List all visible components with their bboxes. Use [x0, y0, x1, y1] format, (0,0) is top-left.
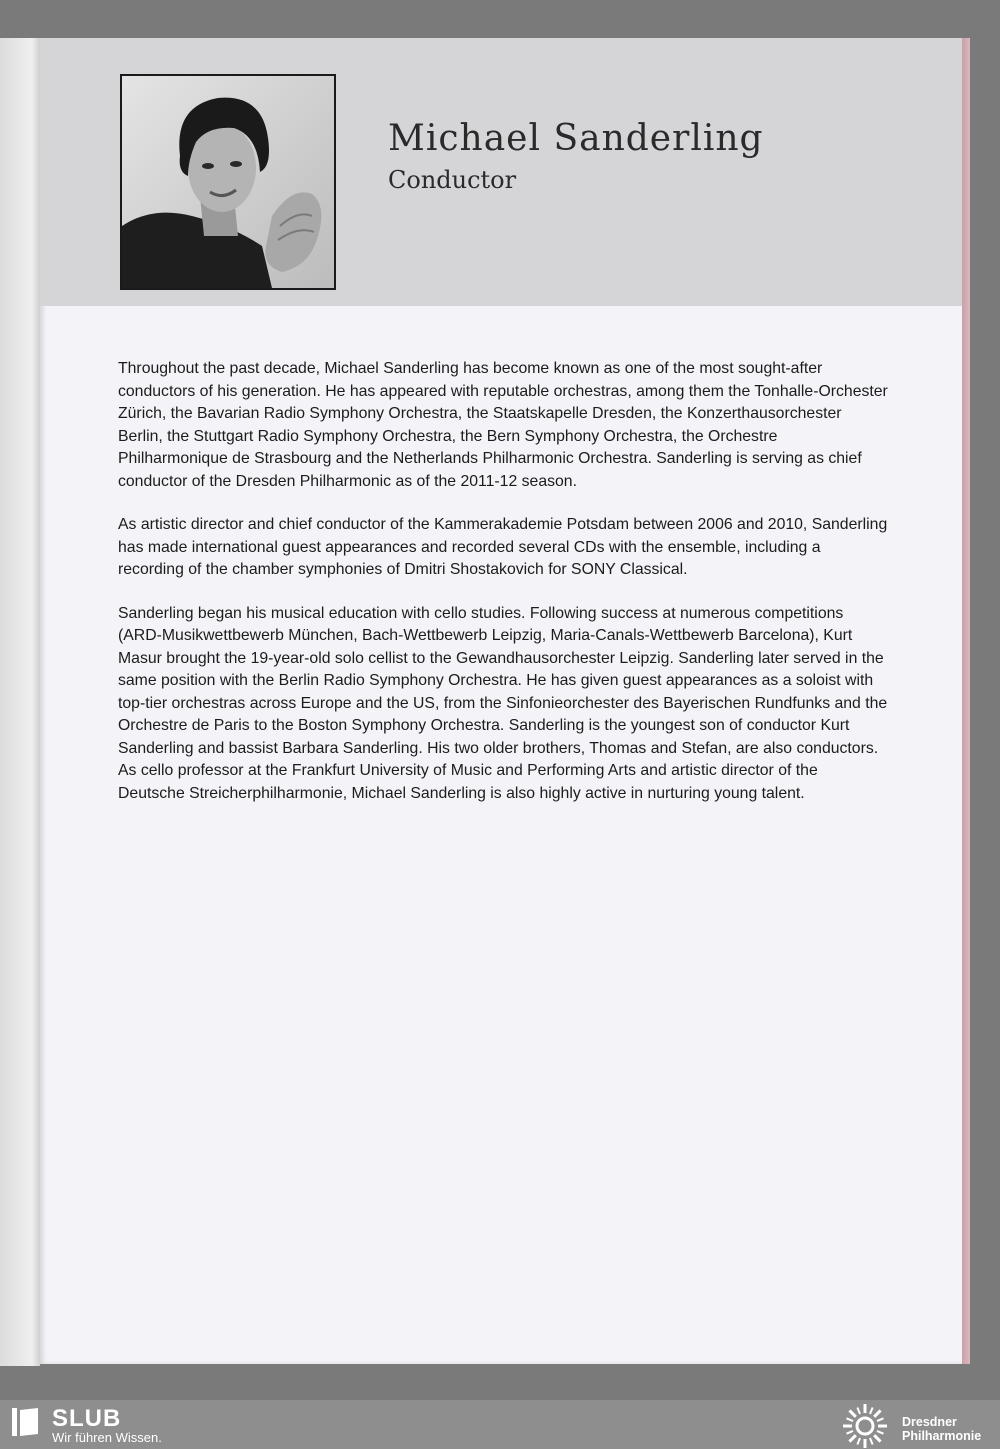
footer-bar	[0, 1400, 1000, 1449]
page-subtitle: Conductor	[388, 166, 517, 194]
conductor-portrait-photo	[120, 74, 336, 290]
library-logo-text[interactable]: SLUB	[52, 1405, 122, 1432]
library-tagline: Wir führen Wissen.	[52, 1430, 162, 1445]
page-cover-edge	[962, 38, 970, 1364]
facing-page-edge	[0, 38, 40, 1366]
biography-text	[118, 358, 888, 826]
sunburst-logo-icon[interactable]	[842, 1403, 888, 1449]
biography-paragraph: Throughout the past decade, Michael Sanderling has become known as one of the most sought-after conductors of his generation. He has appeared with reputable orchestras, among them the Tonhalle-Orchester Zürich, the Bavarian Radio Symphony Orchestra, the Staatskapelle Dresden, the Konzerthausorchester Berlin, the Stuttgart Radio Symphony Orchestra, the Bern Symphony Orchestra, the Orchestre Philharmonique de Strasbourg and the Netherlands Philharmonic Orchestra. Sanderling is serving as chief conductor of the Dresden Philharmonic as of the 2011-12 season.	[118, 360, 888, 490]
biography-paragraph: As artistic director and chief conductor of the Kammerakademie Potsdam between 2006 and 2010, Sanderling has made international guest appearances and recorded several CDs with the ensemble, including a recording of the chamber symphonies of Dmitri Shostakovich for SONY Classical.	[118, 516, 888, 578]
partner-logo-text-line2[interactable]: Philharmonie	[902, 1429, 982, 1443]
page-title: Michael Sanderling	[388, 118, 764, 159]
partner-logo-text-line1[interactable]: Dresdner	[902, 1415, 957, 1429]
book-icon	[12, 1408, 38, 1436]
biography-paragraph: Sanderling began his musical education with cello studies. Following success at numerous competitions (ARD-Musikwettbewerb München, Bach-Wettbewerb Leipzig, Maria-Canals-Wettbewerb Barcelona), Kurt Masur brought the 19-year-old solo cellist to the Gewandhausorchester Leipzig. Sanderling later served in the same position with the Berlin Radio Symphony Orchestra. He has given guest appearances as a soloist with top-tier orchestras across Europe and the US, from the Sinfonieorchester des Bayerischen Rundfunks and the Orchestre de Paris to the Boston Symphony Orchestra. Sanderling is the youngest son of conductor Kurt Sanderling and bassist Barbara Sanderling. His two older brothers, Thomas and Stefan, are also conductors. As cello professor at the Frankfurt University of Music and Performing Arts and artistic director of the Deutsche Streicherphilharmonie, Michael Sanderling is also highly active in nurturing young talent.	[118, 604, 888, 802]
